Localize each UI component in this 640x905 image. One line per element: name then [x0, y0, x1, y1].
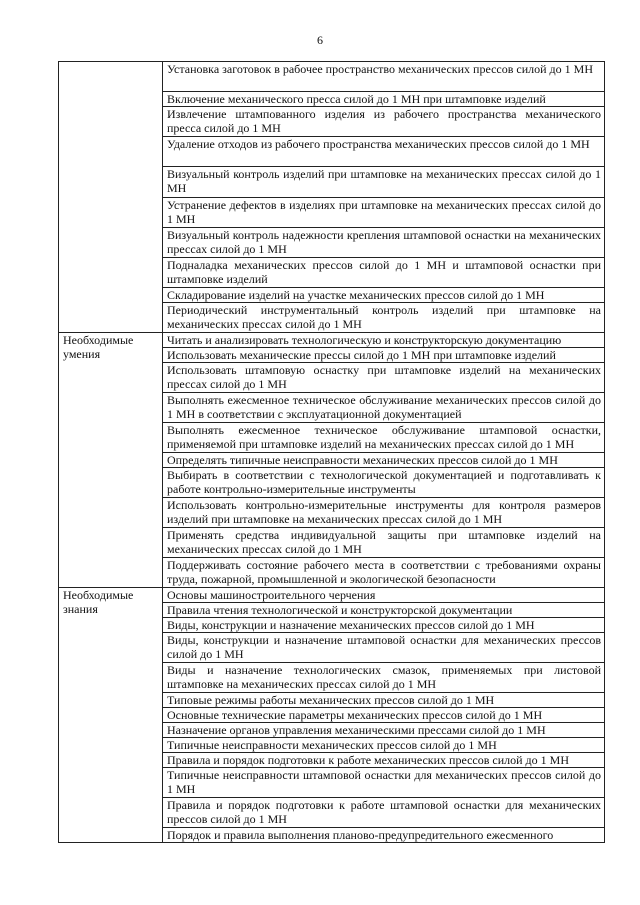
list-item: Удаление отходов из рабочего пространства механических прессов силой до 1 МН — [163, 137, 605, 167]
list-item: Извлечение штампованного изделия из рабочего пространства механического пресса силой до 1 МН — [163, 107, 605, 137]
list-item: Использовать штамповую оснастку при штамповке изделий на механических прессах силой до 1 МН — [163, 363, 605, 393]
list-item: Установка заготовок в рабочее пространство механических прессов силой до 1 МН — [163, 62, 605, 92]
list-item: Виды, конструкции и назначение штамповой оснастки для механических прессов силой до 1 МН — [163, 633, 605, 663]
list-item: Определять типичные неисправности механических прессов силой до 1 МН — [163, 453, 605, 468]
list-item: Выполнять ежесменное техническое обслуживание механических прессов силой до 1 МН в соответствии с эксплуатационной документацией — [163, 393, 605, 423]
list-item: Порядок и правила выполнения планово-предупредительного ежесменного — [163, 828, 605, 843]
list-item: Выполнять ежесменное техническое обслуживание штамповой оснастки, применяемой при штамповке изделий на механических прессах силой до 1 МН — [163, 423, 605, 453]
list-item: Использовать механические прессы силой до 1 МН при штамповке изделий — [163, 348, 605, 363]
list-item: Поддерживать состояние рабочего места в соответствии с требованиями охраны труда, пожарной, промышленной и экологической безопасности — [163, 558, 605, 588]
list-item: Основы машиностроительного черчения — [163, 588, 605, 603]
list-item: Визуальный контроль надежности крепления штамповой оснастки на механических прессах силой до 1 МН — [163, 228, 605, 258]
list-item: Читать и анализировать технологическую и конструкторскую документацию — [163, 333, 605, 348]
list-item: Подналадка механических прессов силой до 1 МН и штамповой оснастки при штамповке изделий — [163, 258, 605, 288]
section-label-cell — [59, 62, 163, 333]
requirements-table — [58, 61, 605, 843]
section-label: Необходимые знания — [63, 588, 134, 616]
list-item: Выбирать в соответствии с технологической документацией и подготавливать к работе контрольно-измерительные инструменты — [163, 468, 605, 498]
list-item: Периодический инструментальный контроль изделий при штамповке на механических прессах силой до 1 МН — [163, 303, 605, 333]
list-item: Назначение органов управления механическими прессами силой до 1 МН — [163, 723, 605, 738]
section-label-cell — [59, 333, 163, 588]
list-item: Правила и порядок подготовки к работе штамповой оснастки для механических прессов силой до 1 МН — [163, 798, 605, 828]
list-item: Типовые режимы работы механических прессов силой до 1 МН — [163, 693, 605, 708]
list-item: Основные технические параметры механических прессов силой до 1 МН — [163, 708, 605, 723]
list-item: Включение механического пресса силой до 1 МН при штамповке изделий — [163, 92, 605, 107]
list-item: Типичные неисправности штамповой оснастки для механических прессов силой до 1 МН — [163, 768, 605, 798]
list-item: Устранение дефектов в изделиях при штамповке на механических прессах силой до 1 МН — [163, 198, 605, 228]
list-item: Виды и назначение технологических смазок, применяемых при листовой штамповке на механических прессах силой до 1 МН — [163, 663, 605, 693]
section-label: Необходимые умения — [63, 333, 134, 361]
list-item: Правила чтения технологической и конструкторской документации — [163, 603, 605, 618]
list-item: Складирование изделий на участке механических прессов силой до 1 МН — [163, 288, 605, 303]
list-item: Типичные неисправности механических прессов силой до 1 МН — [163, 738, 605, 753]
table-row — [59, 62, 605, 92]
section-label-cell — [59, 588, 163, 843]
list-item: Использовать контрольно-измерительные инструменты для контроля размеров изделий при штамповке на механических прессах силой до 1 МН — [163, 498, 605, 528]
list-item: Применять средства индивидуальной защиты при штамповке изделий на механических прессах силой до 1 МН — [163, 528, 605, 558]
page-number: 6 — [317, 33, 323, 47]
list-item: Виды, конструкции и назначение механических прессов силой до 1 МН — [163, 618, 605, 633]
table-row — [59, 333, 605, 348]
list-item: Визуальный контроль изделий при штамповке на механических прессах силой до 1 МН — [163, 167, 605, 198]
list-item: Правила и порядок подготовки к работе механических прессов силой до 1 МН — [163, 753, 605, 768]
table-row — [59, 588, 605, 603]
